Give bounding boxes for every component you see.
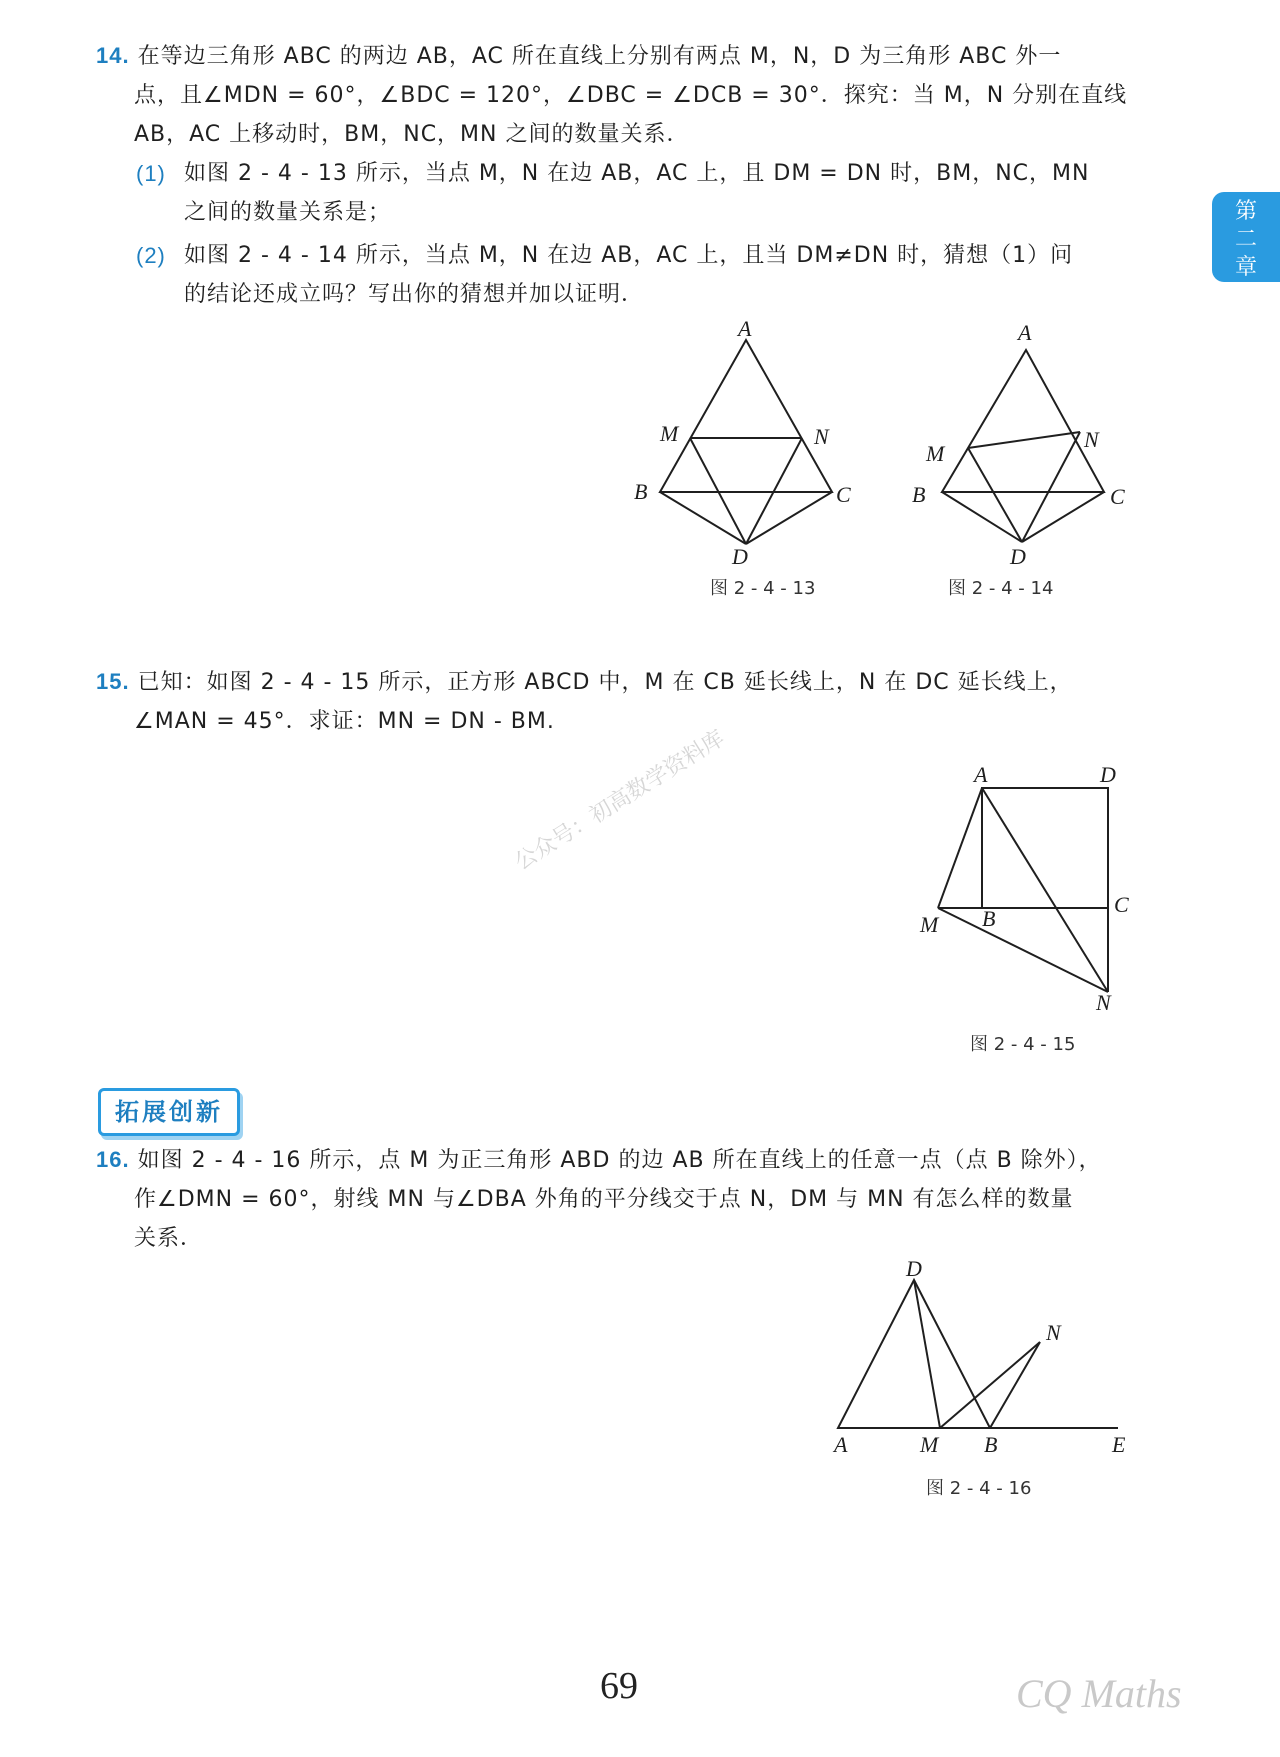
point-label-m: M: [920, 912, 939, 937]
segment-dm: [914, 1280, 940, 1428]
point-label-c: C: [1114, 892, 1129, 917]
problem-number: 14.: [96, 43, 130, 68]
segment-bd: [942, 492, 1022, 542]
point-label-a: A: [738, 316, 752, 341]
problem-text: 在等边三角形 ABC 的两边 AB，AC 所在直线上分别有两点 M，N，D 为三角形 ABC 外一: [137, 44, 1062, 69]
segment-bn: [990, 1342, 1040, 1428]
problem-text: 已知：如图 2 - 4 - 15 所示，正方形 ABCD 中，M 在 CB 延长线上，N 在 DC 延长线上，: [137, 670, 1073, 695]
ray-mn: [940, 1342, 1040, 1428]
point-label-a: A: [974, 762, 988, 787]
segment-ma: [938, 788, 982, 908]
figure-caption: 图 2 - 4 - 16: [926, 1478, 1032, 1499]
problem-number: 15.: [96, 669, 130, 694]
figure-2-4-13: [634, 316, 851, 569]
chapter-tab-char: 二: [1234, 227, 1257, 252]
sub-question-text: 如图 2 - 4 - 14 所示，当点 M，N 在边 AB，AC 上，且当 DM≠DN 时，猜想（1）问: [184, 243, 1074, 268]
point-label-n: N: [1096, 990, 1111, 1015]
problem-text: 如图 2 - 4 - 16 所示，点 M 为正三角形 ABD 的边 AB 所在直线上的任意一点（点 B 除外），: [137, 1148, 1102, 1173]
problem-15: [96, 662, 1136, 741]
figure-2-4-16: [832, 1256, 1126, 1457]
segment-md: [968, 448, 1022, 542]
sub-question-text: 如图 2 - 4 - 13 所示，当点 M，N 在边 AB，AC 上，且 DM = DN 时，BM，NC，MN: [184, 161, 1090, 186]
problem-14-line: 点，且∠MDN = 60°，∠BDC = 120°，∠DBC = ∠DCB = 30°．探究：当 M，N 分别在直线: [134, 83, 1128, 108]
point-label-m: M: [926, 441, 945, 466]
section-title-badge: 拓展创新: [98, 1088, 240, 1136]
problem-14-line: AB，AC 上移动时，BM，NC，MN 之间的数量关系．: [134, 122, 690, 147]
point-label-m: M: [660, 421, 679, 446]
point-label-b: B: [912, 482, 926, 507]
sub-question-number: (2): [136, 243, 166, 268]
problem-16: [96, 1140, 1136, 1258]
point-label-b: B: [984, 1432, 998, 1457]
point-label-d: D: [1010, 544, 1026, 569]
figure-caption: 图 2 - 4 - 15: [970, 1034, 1076, 1055]
point-label-c: C: [1110, 484, 1125, 509]
figure-caption: 图 2 - 4 - 14: [948, 578, 1054, 599]
problem-16-line: [96, 1140, 1136, 1180]
figure-caption: 图 2 - 4 - 13: [710, 578, 816, 599]
figure-2-4-15: [919, 762, 1129, 1015]
problem-16-line: 作∠DMN = 60°，射线 MN 与∠DBA 外角的平分线交于点 N，DM 与 MN 有怎么样的数量: [134, 1187, 1074, 1212]
problem-15-line: ∠MAN = 45°．求证：MN = DN - BM.: [134, 709, 555, 734]
problem-16-line: 关系．: [134, 1226, 204, 1251]
chapter-tab-char: 章: [1234, 255, 1257, 280]
page-number: 69: [600, 1665, 638, 1707]
point-label-a: A: [1018, 320, 1032, 345]
point-label-b: B: [982, 906, 996, 931]
watermark: 公众号：初高数学资料库: [510, 725, 730, 876]
segment-mn: [968, 432, 1080, 448]
publisher-logo: CQ Maths: [1016, 1671, 1182, 1716]
point-label-n: N: [814, 424, 829, 449]
sub-question-1-cont: 之间的数量关系是；: [184, 200, 392, 225]
point-label-c: C: [836, 482, 851, 507]
triangle-abc: [942, 350, 1104, 492]
point-label-d: D: [1100, 762, 1116, 787]
point-label-m: M: [920, 1432, 939, 1457]
point-label-a: A: [834, 1432, 848, 1457]
sub-question-2-cont: 的结论还成立吗？写出你的猜想并加以证明．: [184, 282, 645, 307]
point-label-d: D: [906, 1256, 922, 1281]
problem-number: 16.: [96, 1147, 130, 1172]
point-label-d: D: [732, 544, 748, 569]
segment-nd: [1022, 432, 1080, 542]
point-label-e: E: [1112, 1432, 1126, 1457]
triangle-abc: [660, 340, 832, 492]
figure-2-4-14: [912, 320, 1125, 569]
problem-15-line: [96, 662, 1136, 702]
point-label-b: B: [634, 479, 648, 504]
point-label-n: N: [1084, 427, 1099, 452]
chapter-tab-char: 第: [1234, 199, 1257, 224]
point-label-n: N: [1046, 1320, 1061, 1345]
sub-question-number: (1): [136, 161, 166, 186]
